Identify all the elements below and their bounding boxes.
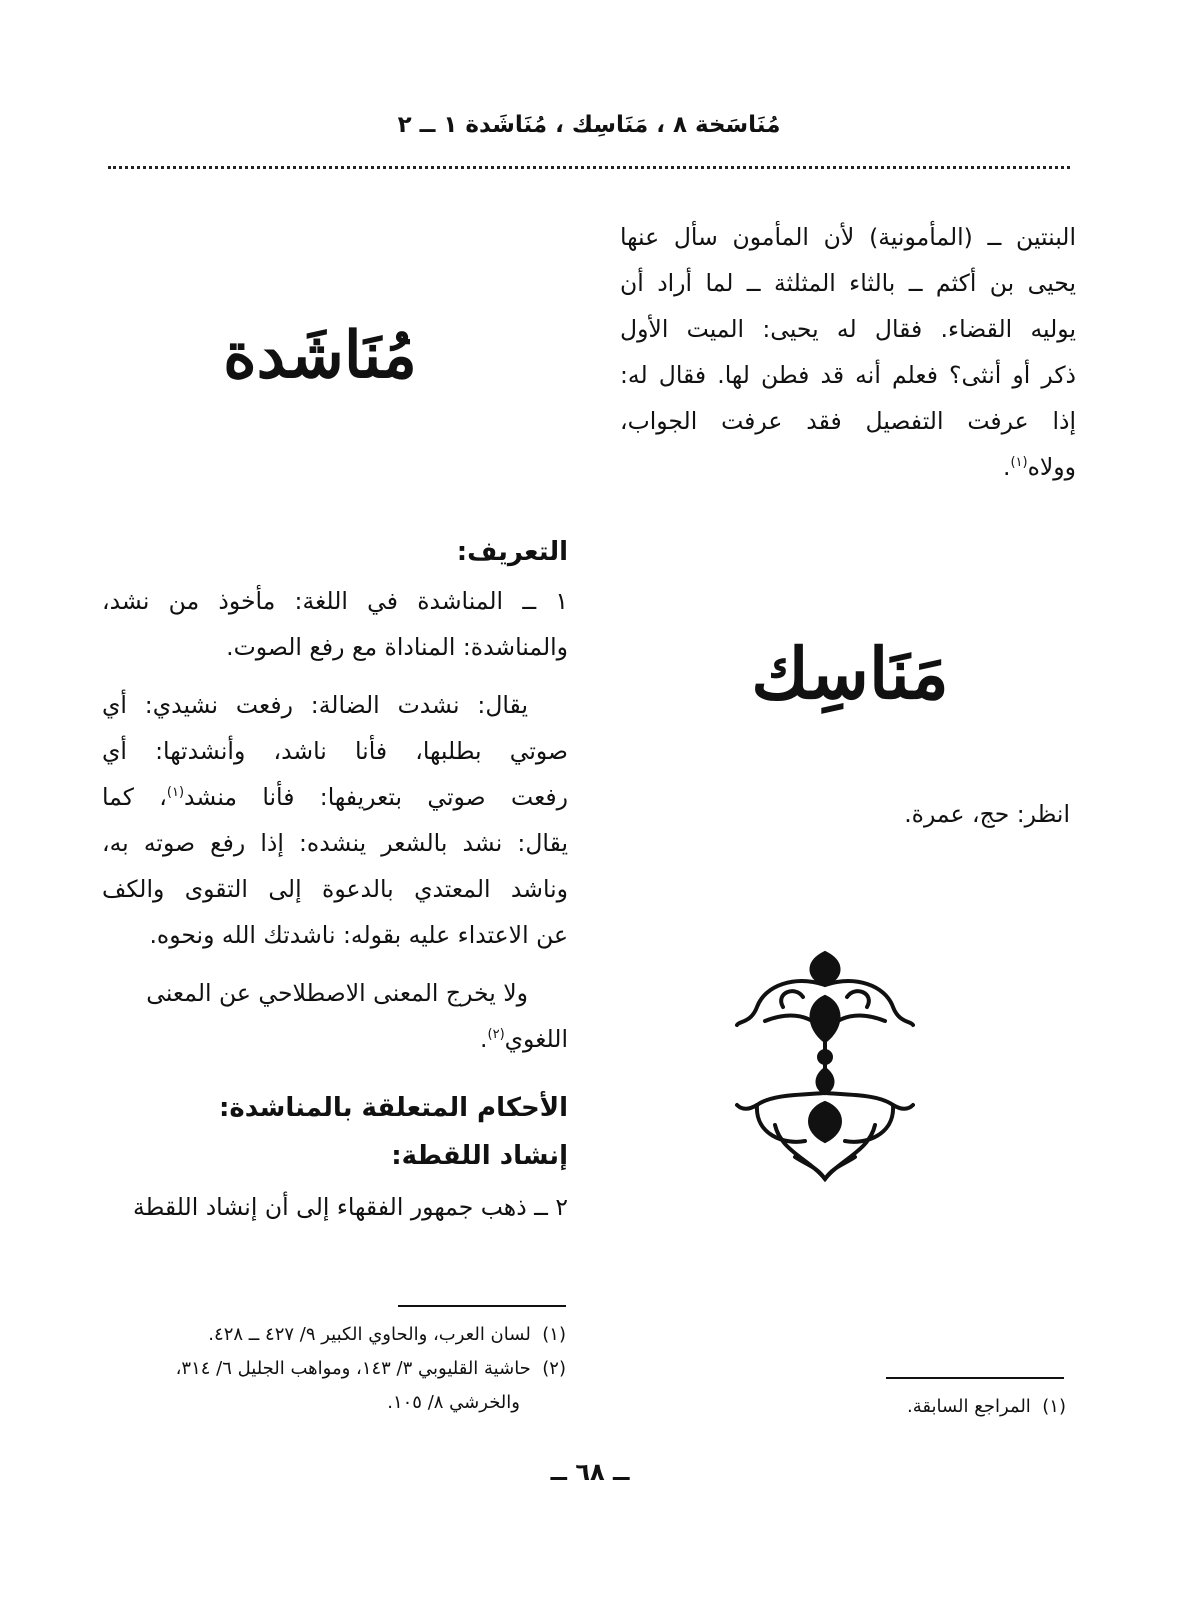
text-line: إذا عرفت التفصيل فقد عرفت الجواب، bbox=[620, 407, 1076, 435]
footnote-number: (٢) bbox=[542, 1358, 566, 1379]
text-line: يحيى بن أكثم ــ بالثاء المثلثة ــ لما أراد أن bbox=[620, 269, 1076, 297]
footnotes-left bbox=[130, 1318, 566, 1420]
header-divider bbox=[108, 166, 1070, 169]
text-line: صوتي بطلبها، فأنا ناشد، وأنشدتها: أي bbox=[102, 737, 568, 765]
footnote-text: حاشية القليوبي ٣/ ١٤٣، ومواهب الجليل ٦/ ٣١٤، bbox=[175, 1358, 531, 1379]
text-line: ١ ــ المناشدة في اللغة: مأخوذ من نشد، bbox=[102, 587, 568, 615]
text-fragment: ، كما bbox=[102, 783, 167, 811]
text-fragment: رفعت صوتي بتعريفها: فأنا منشد bbox=[184, 783, 568, 811]
definition-paragraph-3 bbox=[102, 970, 568, 1062]
running-header: مُنَاسَخة ٨ ، مَنَاسِك ، مُنَاشَدة ١ ــ ٢ bbox=[397, 112, 781, 138]
footnote-ref: (٢) bbox=[487, 1027, 505, 1043]
definition-paragraph-2 bbox=[102, 682, 568, 958]
text-line bbox=[102, 774, 568, 820]
rulings-paragraph bbox=[102, 1184, 568, 1230]
footnote-divider bbox=[886, 1377, 1064, 1379]
entry-title-manasik: مَنَاسِك bbox=[751, 632, 949, 715]
footnote-ref: (١) bbox=[166, 785, 185, 801]
text-line: ذكر أو أنثى؟ فعلم أنه قد فطن لها. فقال له: bbox=[620, 361, 1076, 389]
text-line: عن الاعتداء عليه بقوله: ناشدتك الله ونحوه. bbox=[149, 921, 568, 949]
footnote-text: لسان العرب، والحاوي الكبير ٩/ ٤٢٧ ــ ٤٢٨. bbox=[208, 1324, 531, 1345]
floral-ornament-icon bbox=[735, 945, 915, 1185]
text-line: البنتين ــ (المأمونية) لأن المأمون سأل عنها bbox=[620, 223, 1076, 251]
text-fragment: . bbox=[1002, 453, 1011, 481]
footnote bbox=[130, 1318, 566, 1352]
footnote-divider bbox=[398, 1305, 566, 1307]
text-line: ولا يخرج المعنى الاصطلاحي عن المعنى bbox=[146, 979, 528, 1007]
subheading-lost-property: إنشاد اللقطة: bbox=[391, 1141, 568, 1171]
text-fragment: . bbox=[480, 1025, 488, 1053]
footnote-ref: (١) bbox=[1010, 455, 1028, 471]
continuation-paragraph bbox=[620, 214, 1076, 490]
footnote bbox=[700, 1390, 1066, 1424]
page-number: ــ ٦٨ ــ bbox=[550, 1458, 630, 1486]
text-line: يوليه القضاء. فقال له يحيى: الميت الأول bbox=[620, 315, 1076, 343]
see-also-reference: انظر: حج، عمرة. bbox=[904, 800, 1070, 828]
rulings-heading: الأحكام المتعلقة بالمناشدة: bbox=[219, 1093, 568, 1123]
text-line: يقال: نشد بالشعر ينشده: إذا رفع صوته به، bbox=[102, 829, 568, 857]
footnote-text: المراجع السابقة. bbox=[907, 1396, 1031, 1417]
entry-title-munashada: مُنَاشَدة bbox=[223, 318, 417, 393]
footnote-continuation: والخرشي ٨/ ١٠٥. bbox=[387, 1392, 520, 1413]
continuation-text bbox=[620, 214, 1076, 490]
definition-heading: التعريف: bbox=[456, 537, 568, 567]
text-line: يقال: نشدت الضالة: رفعت نشيدي: أي bbox=[102, 691, 528, 719]
footnote-number: (١) bbox=[542, 1324, 566, 1345]
footnotes-right bbox=[700, 1390, 1066, 1424]
text-fragment: وولاه bbox=[1027, 453, 1076, 481]
text-line bbox=[620, 444, 1076, 490]
text-fragment: اللغوي bbox=[504, 1025, 568, 1053]
footnote-number: (١) bbox=[1042, 1396, 1066, 1417]
text-line: ٢ ــ ذهب جمهور الفقهاء إلى أن إنشاد اللقطة bbox=[133, 1193, 568, 1221]
text-line bbox=[102, 1016, 568, 1062]
text-line: والمناشدة: المناداة مع رفع الصوت. bbox=[226, 633, 568, 661]
definition-paragraph-1 bbox=[102, 578, 568, 670]
text-line: وناشد المعتدي بالدعوة إلى التقوى والكف bbox=[102, 875, 568, 903]
footnote bbox=[130, 1352, 566, 1386]
munashada-body bbox=[102, 528, 568, 1230]
